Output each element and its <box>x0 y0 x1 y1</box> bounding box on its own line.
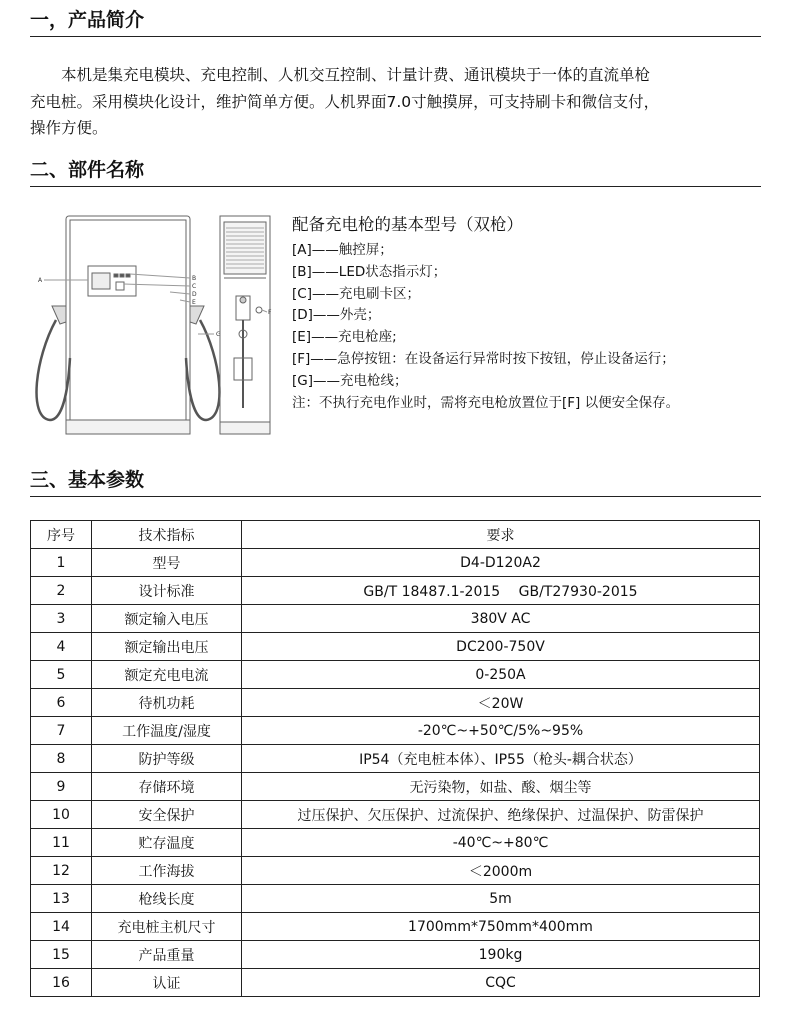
label-e: E <box>192 299 196 306</box>
charger-front-view <box>37 216 220 434</box>
parts-item-a: [A]——触控屏； <box>292 242 393 258</box>
cell-index: 9 <box>31 773 92 801</box>
parts-item-d: [D]——外壳； <box>292 307 381 324</box>
cell-metric: 认证 <box>92 969 242 997</box>
parts-title: 配备充电枪的基本型号（双枪） <box>292 215 523 234</box>
cell-metric: 安全保护 <box>92 801 242 829</box>
cell-index: 12 <box>31 857 92 885</box>
header-index: 序号 <box>31 521 92 549</box>
cell-requirement: D4-D120A2 <box>242 549 760 577</box>
label-f: F <box>268 309 272 316</box>
cell-requirement: DC200-750V <box>242 633 760 661</box>
charger-side-view <box>220 216 270 434</box>
table-row <box>31 885 760 913</box>
cell-index: 14 <box>31 913 92 941</box>
table-row <box>31 941 760 969</box>
cell-requirement: 过压保护、欠压保护、过流保护、绝缘保护、过温保护、防雷保护 <box>242 801 760 829</box>
cell-metric: 枪线长度 <box>92 885 242 913</box>
cell-metric: 贮存温度 <box>92 829 242 857</box>
parts-item-b: [B]——LED状态指示灯； <box>292 263 447 280</box>
section-title-intro: 一，产品简介 <box>30 8 761 37</box>
intro-paragraph <box>30 62 778 142</box>
spec-table <box>30 520 760 997</box>
cell-requirement: ＜20W <box>242 689 760 717</box>
label-c: C <box>192 283 197 290</box>
table-row <box>31 829 760 857</box>
parts-item-g: [G]——充电枪线； <box>292 372 408 389</box>
cell-metric: 充电桩主机尺寸 <box>92 913 242 941</box>
parts-item-e: [E]——充电枪座; <box>292 329 397 346</box>
intro-line: 本机是集充电模块、充电控制、人机交互控制、计量计费、通讯模块于一体的直流单枪 <box>30 66 651 84</box>
cell-metric: 额定输入电压 <box>92 605 242 633</box>
cell-requirement: 1700mm*750mm*400mm <box>242 913 760 941</box>
parts-note: 注：不执行充电作业时，需将充电枪放置位于[F] 以便安全保存。 <box>292 394 680 411</box>
parts-item-c: [C]——充电刷卡区； <box>292 285 420 302</box>
label-b: B <box>192 275 197 282</box>
cell-requirement: ＜2000m <box>242 857 760 885</box>
cell-index: 16 <box>31 969 92 997</box>
table-row <box>31 773 760 801</box>
cell-metric: 存储环境 <box>92 773 242 801</box>
cell-metric: 防护等级 <box>92 745 242 773</box>
cell-requirement: 5m <box>242 885 760 913</box>
table-row <box>31 661 760 689</box>
cell-requirement: 无污染物，如盐、酸、烟尘等 <box>242 773 760 801</box>
cell-index: 3 <box>31 605 92 633</box>
cell-index: 4 <box>31 633 92 661</box>
cell-index: 13 <box>31 885 92 913</box>
cell-index: 6 <box>31 689 92 717</box>
table-row <box>31 605 760 633</box>
cell-index: 11 <box>31 829 92 857</box>
section-title-parts: 二、部件名称 <box>30 158 761 187</box>
cell-index: 15 <box>31 941 92 969</box>
cell-requirement: GB/T 18487.1-2015 GB/T27930-2015 <box>242 577 760 605</box>
cell-requirement: -20℃~+50℃/5%~95% <box>242 717 760 745</box>
label-d: D <box>192 291 197 298</box>
header-requirement: 要求 <box>242 521 760 549</box>
cell-metric: 工作温度/湿度 <box>92 717 242 745</box>
intro-line: 操作方便。 <box>30 119 108 137</box>
cell-requirement: CQC <box>242 969 760 997</box>
cell-metric: 额定充电电流 <box>92 661 242 689</box>
header-metric: 技术指标 <box>92 521 242 549</box>
cell-index: 2 <box>31 577 92 605</box>
cell-requirement: 0-250A <box>242 661 760 689</box>
cell-index: 5 <box>31 661 92 689</box>
cell-index: 10 <box>31 801 92 829</box>
table-header-row <box>31 521 760 549</box>
parts-item-f: [F]——急停按钮：在设备运行异常时按下按钮，停止设备运行； <box>292 350 675 367</box>
section-title-specs: 三、基本参数 <box>30 468 761 497</box>
table-row <box>31 857 760 885</box>
cell-requirement: -40℃~+80℃ <box>242 829 760 857</box>
table-row <box>31 689 760 717</box>
table-row <box>31 577 760 605</box>
parts-list <box>292 212 772 414</box>
cell-metric: 型号 <box>92 549 242 577</box>
cell-index: 1 <box>31 549 92 577</box>
cell-requirement: IP54（充电桩本体）、IP55（枪头-耦合状态） <box>242 745 760 773</box>
intro-line: 充电桩。采用模块化设计，维护简单方便。人机界面7.0寸触摸屏，可支持刷卡和微信支付， <box>30 92 660 111</box>
cell-index: 8 <box>31 745 92 773</box>
cell-metric: 产品重量 <box>92 941 242 969</box>
cell-metric: 待机功耗 <box>92 689 242 717</box>
label-g: G <box>216 331 221 338</box>
charger-diagram <box>30 208 285 440</box>
cell-requirement: 190kg <box>242 941 760 969</box>
table-row <box>31 801 760 829</box>
cell-metric: 额定输出电压 <box>92 633 242 661</box>
cell-index: 7 <box>31 717 92 745</box>
label-a: A <box>38 277 43 284</box>
cell-metric: 设计标准 <box>92 577 242 605</box>
table-row <box>31 745 760 773</box>
table-row <box>31 913 760 941</box>
table-row <box>31 633 760 661</box>
table-row <box>31 549 760 577</box>
cell-requirement: 380V AC <box>242 605 760 633</box>
table-row <box>31 969 760 997</box>
cell-metric: 工作海拔 <box>92 857 242 885</box>
table-row <box>31 717 760 745</box>
